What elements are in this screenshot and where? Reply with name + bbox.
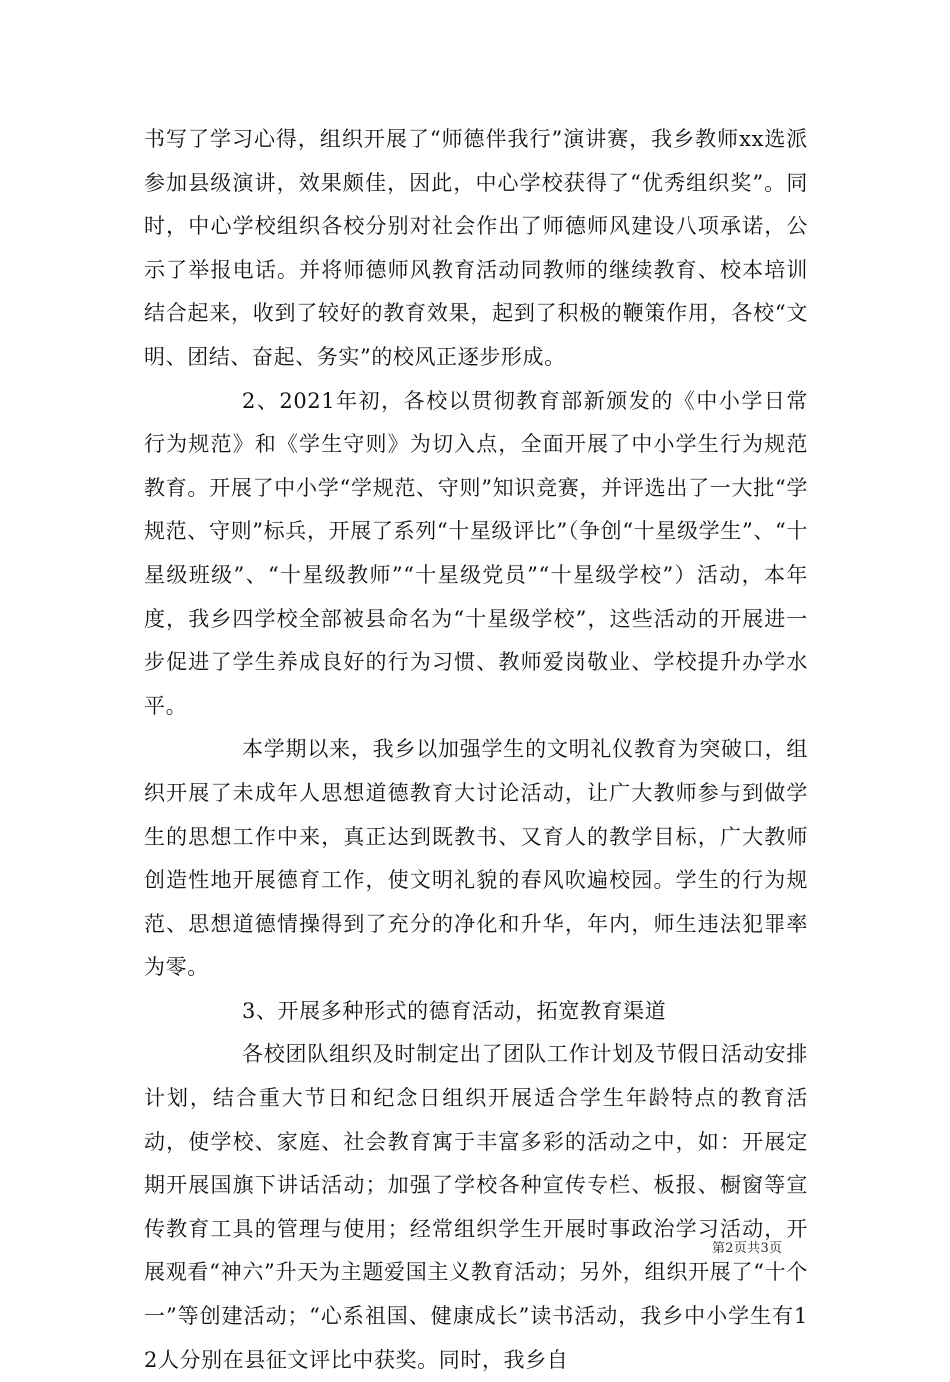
paragraph-1: 书写了学习心得，组织开展了“师德伴我行”演讲赛，我乡教师xx选派参加县级演讲，效果颇佳，因此，中心学校获得了“优秀组织奖”。同时，中心学校组织各校分别对社会作出了师德师风建设八项承诺，公示了举报电话。并将师德师风教育活动同教师的继续教育、校本培训结合起来，收到了较好的教育效果，起到了积极的鞭策作用，各校“文明、团结、奋起、务实”的校风正逐步形成。 bbox=[144, 127, 808, 369]
section-heading: 3、开展多种形式的德育活动，拓宽教育渠道 bbox=[242, 998, 667, 1023]
paragraph-2: 2、2021年初，各校以贯彻教育部新颁发的《中小学日常行为规范》和《学生守则》为切入点，全面开展了中小学生行为规范教育。开展了中小学“学规范、守则”知识竞赛，并评选出了一大批“学规范、守则”标兵，开展了系列“十星级评比”（争创“十星级学生”、“十星级班级”、“十星级教师”“十星级党员”“十星级学校”）活动，本年度，我乡四学校全部被县命名为“十星级学校”，这些活动的开展进一步促进了学生养成良好的行为习惯、教师爱岗敬业、学校提升办学水平。 bbox=[144, 388, 808, 718]
page-number: 第2页共3页 bbox=[712, 1241, 783, 1256]
document-body bbox=[144, 118, 808, 1382]
paragraph-4: 各校团队组织及时制定出了团队工作计划及节假日活动安排计划，结合重大节日和纪念日组织开展适合学生年龄特点的教育活动，使学校、家庭、社会教育寓于丰富多彩的活动之中，如：开展定期开展国旗下讲话活动；加强了学校各种宣传专栏、板报、橱窗等宣传教育工具的管理与使用；经常组织学生开展时事政治学习活动，开展观看“神六”升天为主题爱国主义教育活动；另外，组织开展了“十个一”等创建活动；“心系祖国、健康成长”读书活动，我乡中小学生有12人分别在县征文评比中获奖。同时，我乡自 bbox=[144, 1042, 808, 1372]
paragraph-3: 本学期以来，我乡以加强学生的文明礼仪教育为突破口，组织开展了未成年人思想道德教育大讨论活动，让广大教师参与到做学生的思想工作中来，真正达到既教书、又育人的教学目标，广大教师创造性地开展德育工作，使文明礼貌的春风吹遍校园。学生的行为规范、思想道德情操得到了充分的净化和升华，年内，师生违法犯罪率为零。 bbox=[144, 737, 808, 980]
